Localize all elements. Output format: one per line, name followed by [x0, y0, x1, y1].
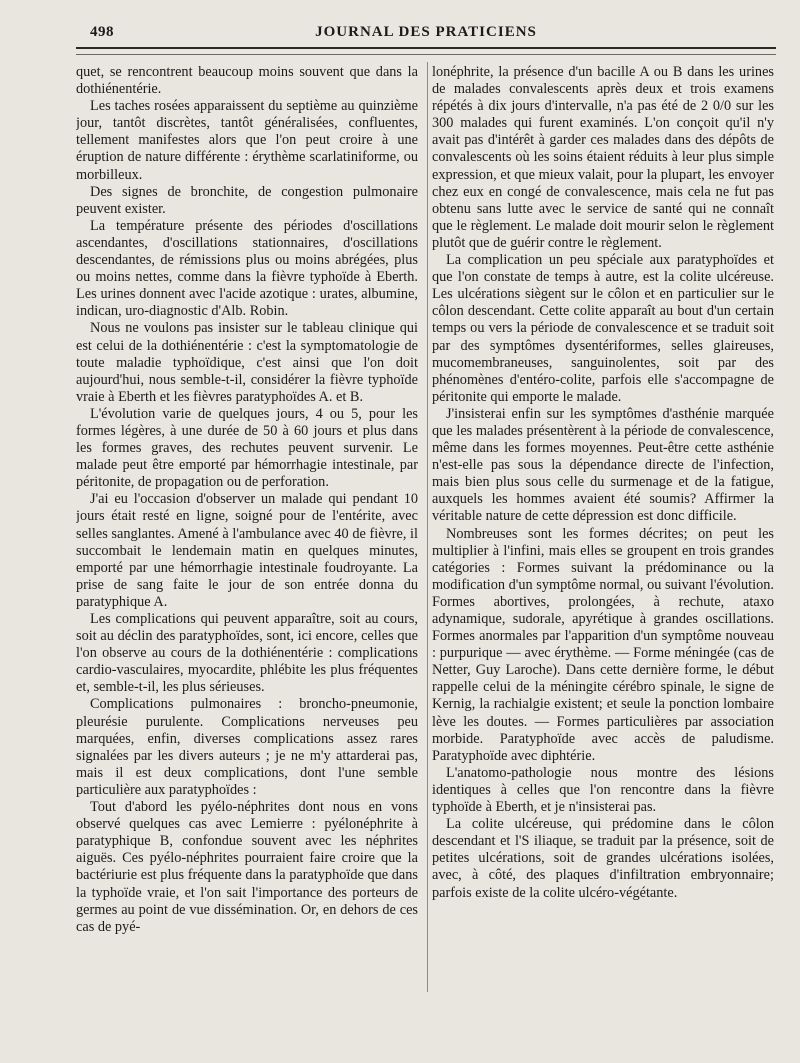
- page-header: [76, 24, 776, 44]
- paragraph: Nous ne voulons pas insister sur le tableau clinique qui est celui de la dothiénentérie : c'est la symptomatologie de toute maladie typhoïdique, c'est ainsi que l'on doit aujourd'hui, nous semble-t-il, considérer la fièvre typhoïde vraie à Eberth et les fièvres paratyphoïdes A. et B.: [76, 320, 418, 405]
- paragraph: L'anatomo-pathologie nous montre des lésions identiques à celles que l'on rencontre dans la fièvre typhoïde à Eberth, et je n'insisterai pas.: [432, 764, 774, 816]
- paragraph: La colite ulcéreuse, qui prédomine dans le côlon descendant et l'S iliaque, se traduit par la présence, soit de petites ulcérations, soit de grandes ulcérations isolées, avec, à côté, des plaques d'infiltration embryonnaire; parfois existe de la colite ulcéro-végétante.: [432, 816, 774, 901]
- paragraph: J'insisterai enfin sur les symptômes d'asthénie marquée que les malades présentèrent à la période de convalescence, même dans les formes moyennes. Peut-être cette asthénie n'est-elle pas sous la dépendance directe de l'infection, mais bien plus sous celle du surmenage et de la fatigue, auxquels les hommes avaient été soumis? Affirmer la véritable nature de cette dépression est donc difficile.: [432, 405, 774, 525]
- column-divider: [427, 62, 428, 992]
- paragraph: J'ai eu l'occasion d'observer un malade qui pendant 10 jours était resté en ligne, soigné pour de l'entérite, avec selles sanglantes. Amené à l'ambulance avec 40 de fièvre, il succombait le lendemain matin en quelques minutes, emporté par une hémorrhagie intestinale foudroyante. La prise de sang faite le jour de son entrée donna du paratyphique A.: [76, 491, 418, 610]
- paragraph: Les taches rosées apparaissent du septième au quinzième jour, tantôt discrètes, tantôt généralisées, confluentes, tellement manifestes alors que l'on peut croire à une éruption de nature différente : érythème scarlatiniforme, ou morbilleux.: [76, 98, 418, 183]
- paragraph: Des signes de bronchite, de congestion pulmonaire peuvent exister.: [76, 183, 418, 217]
- header-rule: [76, 47, 776, 49]
- paragraph: lonéphrite, la présence d'un bacille A ou B dans les urines de malades convalescents après deux et trois examens répétés à dix jours d'intervalle, n'a pas été de 2 0/0 sur les 300 malades qui furent examinés. L'on conçoit qu'il n'y avait pas d'intérêt à garder ces malades dans des dépôts de convalescents où les soins étaient réduits à leur plus simple expression, et que mieux valait, pour la plupart, les envoyer chez eux en congé de convalescence, mais cela ne fut pas obtenu sans lutte avec le service de santé qui ne connaît que le règlement. Le malade doit mourir selon le règlement plutôt que de guérir contre le règlement.: [432, 64, 774, 251]
- left-column: [76, 64, 418, 994]
- journal-title: JOURNAL DES PRATICIENS: [315, 24, 537, 40]
- right-column: [432, 64, 774, 994]
- header-rule-thin: [76, 54, 776, 55]
- paragraph: Les complications qui peuvent apparaître, soit au cours, soit au déclin des paratyphoïdes, sont, ici encore, celles que l'on observe au cours de la dothiénentérie : complications cardio-vasculaires, myocardite, phlébite les plus fréquentes et, semble-t-il, les plus sérieuses.: [76, 611, 418, 696]
- paragraph: Tout d'abord les pyélo-néphrites dont nous en vons observé quelques cas avec Lemierre : pyélonéphrite à paratyphique B, confondue souvent avec les néphrites aiguës. Ces pyélo-néphrites pourraient faire croire que la bactériurie est plus fréquente dans la paratyphoïde que dans la typhoïde vraie, et l'on sait l'importance des porteurs de germes au point de vue dissémination. Or, en dehors de ces cas de pyé-: [76, 799, 418, 935]
- paragraph: Nombreuses sont les formes décrites; on peut les multiplier à l'infini, mais elles se groupent en trois grandes catégories : Formes suivant la prédominance ou la modification d'un symptôme normal, ou suivant l'évolution. Formes abortives, prolongées, à rechute, ataxo adynamique, sudorale, apyrétique à grandes oscillations. Formes anormales par l'apparition d'un symptôme nouveau : purpurique — avec érythème. — Forme méningée (cas de Netter, Guy Laroche). Dans cette dernière forme, le début rappelle celui de la méningite cérébro spinale, le signe de Kernig, la rachialgie existent; et seule la ponction lombaire lève les doutes. — Formes particulières par association morbide. Paratyphoïde avec accès de paludisme. Paratyphoïde avec diphtérie.: [432, 525, 774, 764]
- paragraph: La complication un peu spéciale aux paratyphoïdes et que l'on constate de temps à autre, est la colite ulcéreuse. Les ulcérations siègent sur le côlon et en particulier sur le côlon descendant. Cette colite apparaît au bout d'un certain temps ou vers la période de convalescence et se traduit soit par des symptômes dysentériformes, selles glaireuses, mucomembraneuses, sanguinolentes, soit par des phénomènes d'entéro-colite, parfois elle s'accompagne de péritonite qui emporte le malade.: [432, 252, 774, 405]
- paragraph: Complications pulmonaires : broncho-pneumonie, pleurésie purulente. Complications nerveuses peu marquées, enfin, diverses complications assez rares signalées par les divers auteurs ; je ne m'y attarderai pas, mais il est deux complications, dont l'une semble particulière aux paratyphoïdes :: [76, 696, 418, 798]
- paragraph: quet, se rencontrent beaucoup moins souvent que dans la dothiénentérie.: [76, 64, 418, 98]
- paragraph: La température présente des périodes d'oscillations ascendantes, d'oscillations stationnaires, d'oscillations descendantes, de rémissions plus ou moins abrégées, plus ou moins nettes, comme dans la fièvre typhoïde à Eberth. Les urines donnent avec l'acide azotique : urates, albumine, indican, uro-diagnostic d'Alb. Robin.: [76, 217, 418, 320]
- page-number: 498: [90, 24, 114, 40]
- paragraph: L'évolution varie de quelques jours, 4 ou 5, pour les formes légères, à une durée de 50 à 60 jours et plus dans les formes graves, des rechutes peuvent survenir. Le malade peut être emporté par hémorrhagie intestinale, par péritonite, de propagation ou de perforation.: [76, 405, 418, 491]
